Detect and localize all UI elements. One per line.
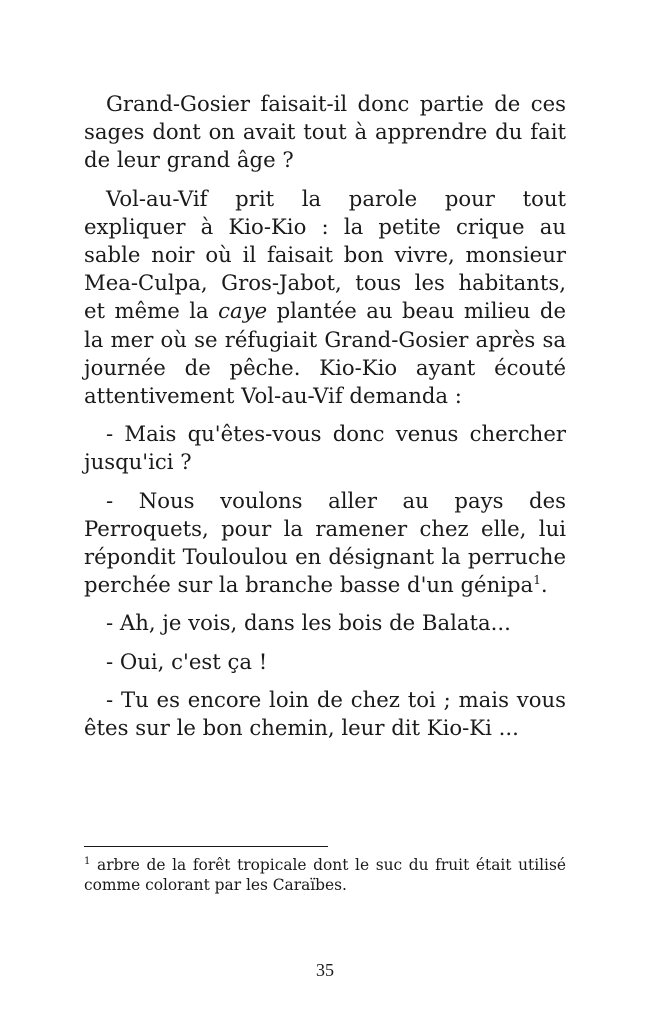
- paragraph-3: [84, 420, 566, 476]
- paragraph-4-text-start: - Nous voulons aller au pays des Perroquets, pour la ramener chez elle, lui répondit Touloulou en désignant la perruche perchée sur la branche basse d'un génipa: [84, 487, 566, 598]
- paragraph-5: [84, 609, 566, 637]
- paragraph-1-text: Grand-Gosier faisait-il donc partie de ces sages dont on avait tout à apprendre du fait de leur grand âge ?: [84, 91, 566, 173]
- paragraph-2: [84, 185, 566, 411]
- paragraph-2-text-end: plantée au beau milieu de la mer où se réfugiait Grand-Gosier après sa journée de pêche. Kio-Kio ayant écouté attentivement Vol-au-Vif demanda :: [84, 298, 566, 409]
- paragraph-4-text-end: .: [540, 572, 548, 598]
- footnote-reference[interactable]: 1: [533, 573, 541, 588]
- paragraph-3-text: - Mais qu'êtes-vous donc venus chercher jusqu'ici ?: [84, 421, 566, 475]
- paragraph-7: [84, 686, 566, 742]
- paragraph-4: [84, 487, 566, 600]
- footnote-divider: [84, 846, 328, 847]
- paragraph-2-text-start: Vol-au-Vif prit la parole pour tout expliquer à Kio-Kio : la petite crique au sable noir où il faisait bon vivre, monsieur Mea-Culpa, Gros-Jabot, tous les habitants, et même la: [84, 185, 566, 324]
- paragraph-6: [84, 648, 566, 676]
- page-number: 35: [316, 960, 334, 980]
- paragraph-1: [84, 90, 566, 175]
- footnote: [84, 855, 566, 895]
- italic-word-caye: caye: [218, 298, 268, 324]
- footnote-text: arbre de la forêt tropicale dont le suc du fruit était utilisé comme colorant par les Caraïbes.: [84, 856, 566, 894]
- main-text: [84, 90, 566, 742]
- paragraph-5-text: - Ah, je vois, dans les bois de Balata...: [106, 610, 511, 636]
- paragraph-7-text: - Tu es encore loin de chez toi ; mais vous êtes sur le bon chemin, leur dit Kio-Ki ...: [84, 686, 566, 741]
- paragraph-6-text: - Oui, c'est ça !: [106, 648, 268, 674]
- footnote-marker: 1: [84, 855, 91, 867]
